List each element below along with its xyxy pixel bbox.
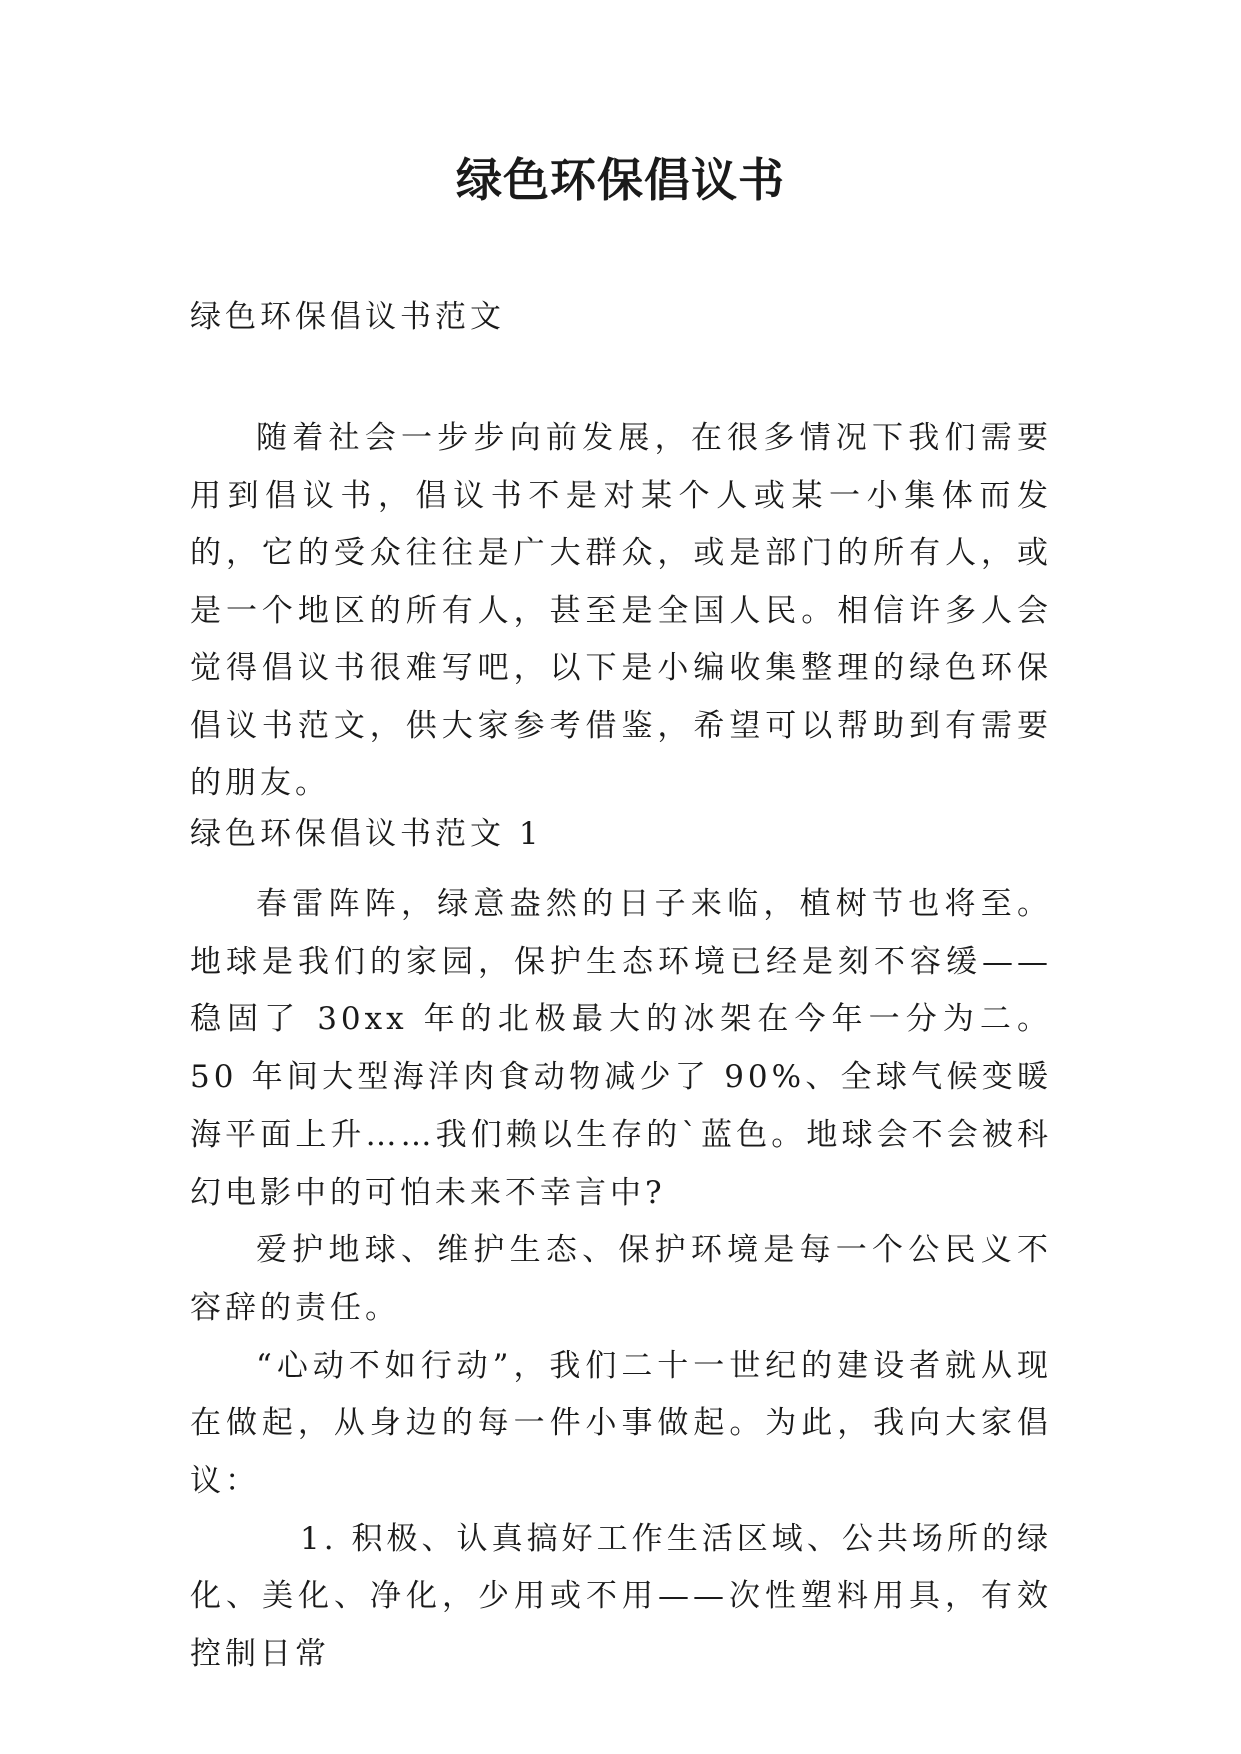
paragraph-2: 爱护地球、维护生态、保护环境是每一个公民义不容辞的责任。 <box>190 1232 1052 1326</box>
list-item-1: 1. 积极、认真搞好工作生活区域、公共场所的绿化、美化、净化，少用或不用——次性塑料用具，有效控制日常 <box>190 1520 1052 1673</box>
paragraph-1: 春雷阵阵，绿意盎然的日子来临，植树节也将至。地球是我们的家园，保护生态环境已经是刻不容缓——稳固了 30xx 年的北极最大的冰架在今年一分为二。50 年间大型海洋肉食动物减少了 90%、全球气候变暖海平面上升……我们赖以生存的`蓝色。地球会不会被科幻电影中的可怕未来不幸言中? <box>190 886 1052 1211</box>
section-title: 绿色环保倡议书范文 1 <box>190 816 543 852</box>
paragraph-3: “心动不如行动”，我们二十一世纪的建设者就从现在做起，从身边的每一件小事做起。为此，我向大家倡议： <box>190 1347 1052 1500</box>
intro-paragraph: 随着社会一步步向前发展，在很多情况下我们需要用到倡议书，倡议书不是对某个人或某一小集体而发的，它的受众往往是广大群众，或是部门的所有人，或是一个地区的所有人，甚至是全国人民。相信许多人会觉得倡议书很难写吧，以下是小编收集整理的绿色环保倡议书范文，供大家参考借鉴，希望可以帮助到有需要的朋友。 <box>190 420 1052 801</box>
section-body <box>190 876 1052 1684</box>
page-title: 绿色环保倡议书 <box>456 153 785 207</box>
document-subtitle: 绿色环保倡议书范文 <box>190 299 505 335</box>
